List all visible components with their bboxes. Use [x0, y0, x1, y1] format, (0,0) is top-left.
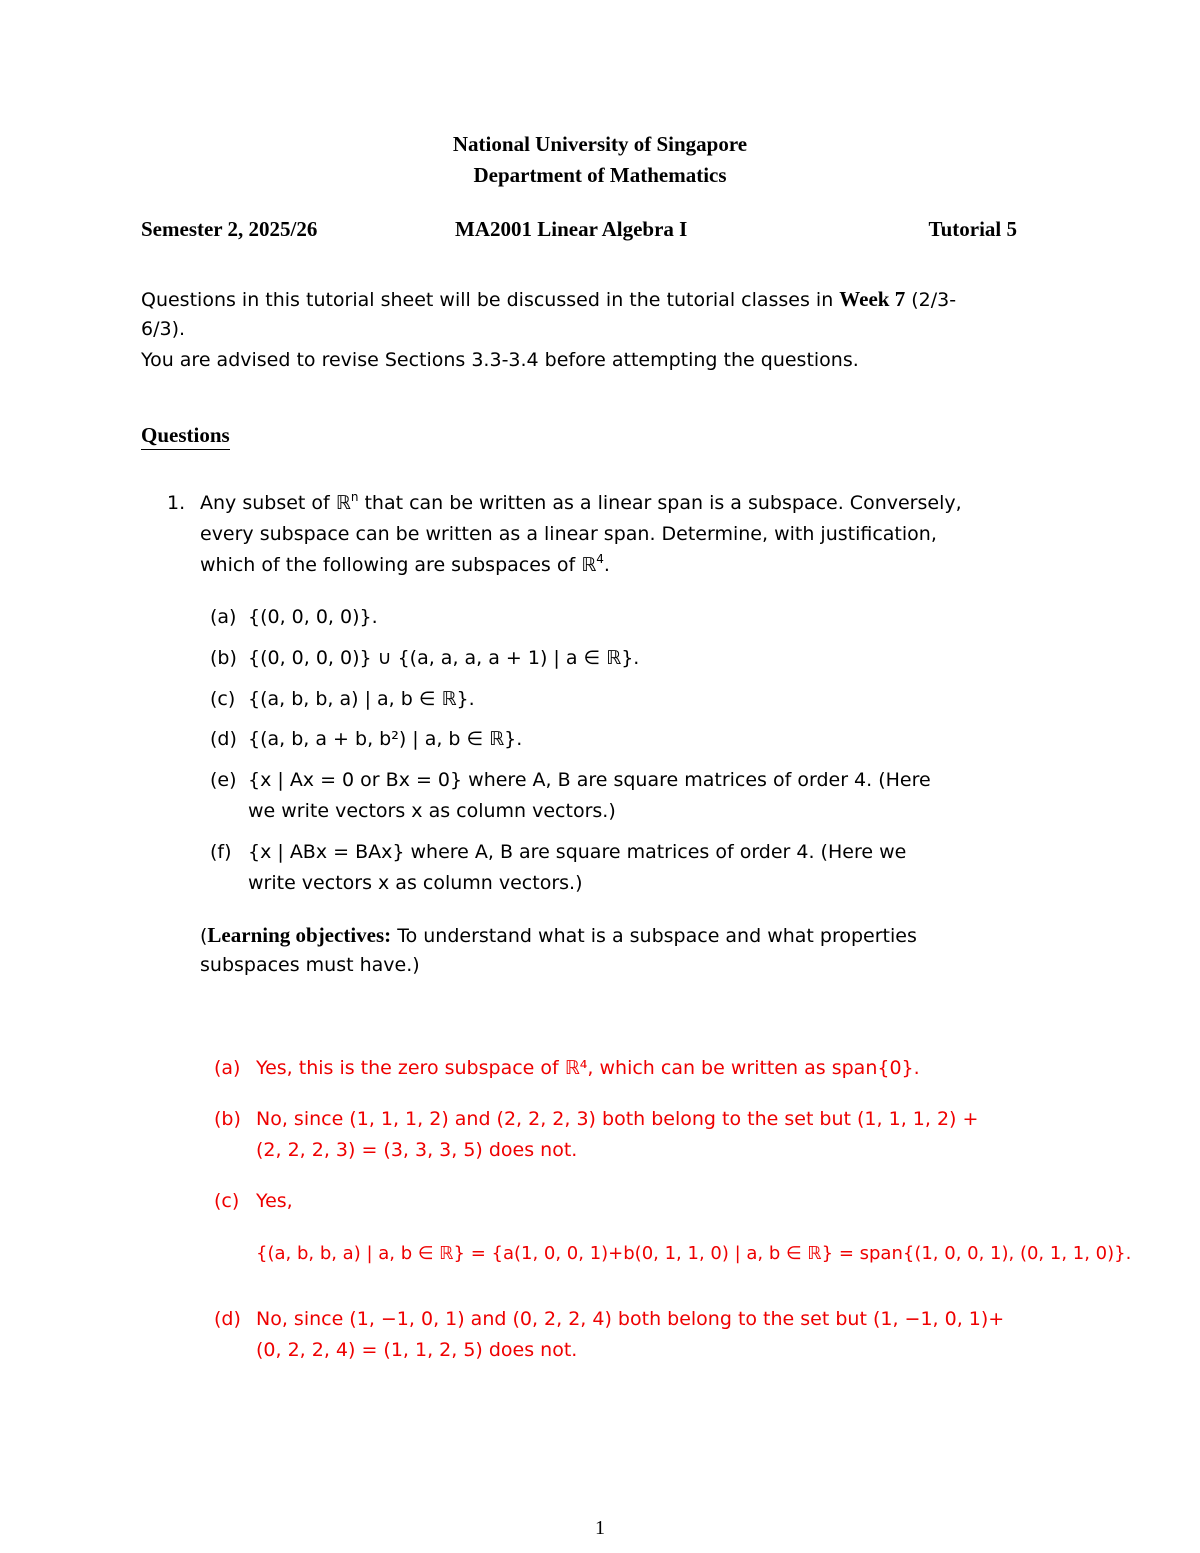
answer-text: Yes,	[256, 1190, 293, 1212]
answer-label: (d)	[214, 1308, 241, 1330]
question-intro-text: which of the following are subspaces of ℝ	[200, 554, 597, 576]
semester-label: Semester 2, 2025/26	[141, 217, 318, 241]
question-number: 1.	[167, 492, 186, 514]
answer-text: No, since (1, 1, 1, 2) and (2, 2, 2, 3) both belong to the set but (1, 1, 1, 2) +	[256, 1108, 979, 1130]
answer-label: (b)	[214, 1108, 241, 1130]
intro-line-1	[141, 289, 956, 310]
questions-heading: Questions	[141, 425, 230, 450]
dimension-superscript: n	[350, 489, 359, 504]
question-intro-text: Any subset of ℝ	[200, 492, 351, 514]
item-label: (c)	[210, 688, 236, 710]
answer-formula: {(a, b, b, a) | a, b ∈ ℝ} = {a(1, 0, 0, 1)+b(0, 1, 1, 0) | a, b ∈ ℝ} = span{(1, 0, 0, 1), (0, 1, 1, 0)}.	[256, 1243, 1132, 1264]
item-label: (d)	[210, 728, 237, 750]
learning-objectives: (Learning objectives: To understand what is a subspace and what properties	[200, 923, 917, 947]
answer-label: (c)	[214, 1190, 240, 1212]
item-text: {(a, b, a + b, b²) | a, b ∈ ℝ}.	[248, 728, 523, 750]
question-intro-line-1	[200, 489, 962, 514]
objectives-text-continued: subspaces must have.)	[200, 954, 420, 976]
item-text: {x | ABx = BAx} where A, B are square matrices of order 4. (Here we	[248, 841, 907, 863]
dimension-superscript: 4	[596, 551, 604, 566]
item-label: (e)	[210, 769, 237, 791]
intro-week: Week 7	[839, 287, 906, 311]
answer-text: No, since (1, −1, 0, 1) and (0, 2, 2, 4) both belong to the set but (1, −1, 0, 1)+	[256, 1308, 1005, 1330]
intro-line-3: You are advised to revise Sections 3.3-3.4 before attempting the questions.	[141, 349, 859, 371]
department-name: Department of Mathematics	[473, 163, 727, 187]
tutorial-number: Tutorial 5	[928, 217, 1017, 241]
intro-dates: (2/3-	[911, 289, 957, 311]
answer-text: Yes, this is the zero subspace of ℝ⁴, which can be written as span{0}.	[256, 1057, 920, 1079]
item-text: {(a, b, b, a) | a, b ∈ ℝ}.	[248, 688, 475, 710]
question-intro-text: .	[603, 554, 610, 576]
item-text: {x | Ax = 0 or Bx = 0} where A, B are square matrices of order 4. (Here	[248, 769, 931, 791]
objectives-text: To understand what is a subspace and what properties	[397, 925, 917, 947]
page-number: 1	[595, 1517, 605, 1539]
item-text-continued: write vectors x as column vectors.)	[248, 872, 583, 894]
question-intro-line-3	[200, 551, 610, 576]
answer-label: (a)	[214, 1057, 241, 1079]
item-text: {(0, 0, 0, 0)} ∪ {(a, a, a, a + 1) | a ∈ ℝ}.	[248, 647, 640, 669]
question-intro-line-2: every subspace can be written as a linear span. Determine, with justification,	[200, 523, 937, 545]
answer-text-continued: (2, 2, 2, 3) = (3, 3, 3, 5) does not.	[256, 1139, 578, 1161]
item-label: (f)	[210, 841, 232, 863]
course-title: MA2001 Linear Algebra I	[455, 217, 688, 241]
intro-text: Questions in this tutorial sheet will be discussed in the tutorial classes in	[141, 289, 834, 311]
item-text: {(0, 0, 0, 0)}.	[248, 606, 378, 628]
answer-text-continued: (0, 2, 2, 4) = (1, 1, 2, 5) does not.	[256, 1339, 578, 1361]
question-intro-text: that can be written as a linear span is a subspace. Conversely,	[358, 492, 962, 514]
objectives-label: Learning objectives:	[207, 923, 392, 947]
item-label: (b)	[210, 647, 237, 669]
item-text-continued: we write vectors x as column vectors.)	[248, 800, 616, 822]
intro-line-2: 6/3).	[141, 318, 186, 340]
item-label: (a)	[210, 606, 237, 628]
university-name: National University of Singapore	[452, 132, 748, 156]
